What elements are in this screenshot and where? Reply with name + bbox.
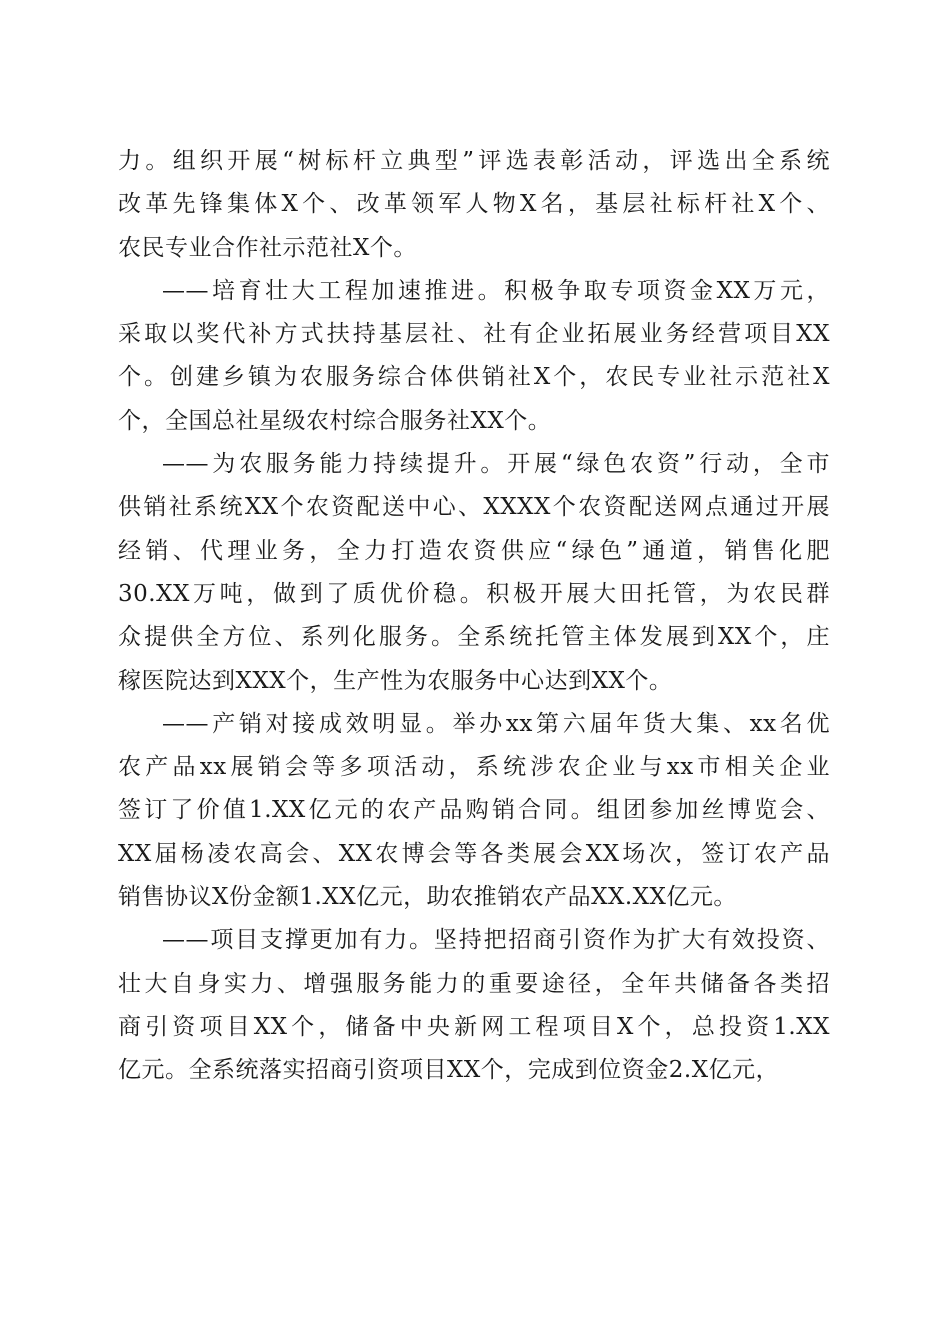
- text-line: 农产品xx展销会等多项活动，系统涉农企业与xx市相关企业: [118, 754, 830, 781]
- text-line: 个，全国总社星级农村综合服务社XX个。: [118, 407, 552, 434]
- text-line: 销售协议X份金额1.XX亿元，助农推销农产品XX.XX亿元。: [118, 884, 737, 911]
- text-line: ——项目支撑更加有力。坚持把招商引资作为扩大有效投资、: [162, 927, 830, 954]
- text-line: 商引资项目XX个，储备中央新网工程项目X个，总投资1.XX: [118, 1013, 830, 1040]
- text-line: 亿元。全系统落实招商引资项目XX个，完成到位资金2.X亿元，: [118, 1057, 780, 1084]
- text-line: ——为农服务能力持续提升。开展“绿色农资”行动，全市: [162, 451, 830, 478]
- text-line: 改革先锋集体X个、改革领军人物X名，基层社标杆社X个、: [118, 191, 830, 218]
- body-text: [118, 140, 830, 1093]
- text-line: 农民专业合作社示范社X个。: [118, 234, 417, 261]
- text-line: 供销社系统XX个农资配送中心、XXXX个农资配送网点通过开展: [118, 494, 830, 521]
- text-line: 力。组织开展“树标杆立典型”评选表彰活动，评选出全系统: [118, 148, 830, 174]
- text-line: 稼医院达到XXX个，生产性为农服务中心达到XX个。: [118, 667, 673, 694]
- text-line: 经销、代理业务，全力打造农资供应“绿色”通道，销售化肥: [118, 537, 830, 564]
- text-line: 签订了价值1.XX亿元的农产品购销合同。组团参加丝博览会、: [118, 797, 830, 824]
- text-line: XX届杨凌农高会、XX农博会等各类展会XX场次，签订农产品: [118, 840, 830, 867]
- text-line: 30.XX万吨，做到了质优价稳。积极开展大田托管，为农民群: [118, 580, 830, 607]
- text-line: 个。创建乡镇为农服务综合体供销社X个，农民专业社示范社X: [118, 364, 830, 391]
- text-line: 采取以奖代补方式扶持基层社、社有企业拓展业务经营项目XX: [118, 321, 830, 348]
- text-line: ——产销对接成效明显。举办xx第六届年货大集、xx名优: [162, 710, 830, 737]
- text-line: 众提供全方位、系列化服务。全系统托管主体发展到XX个，庄: [118, 624, 830, 651]
- text-line: ——培育壮大工程加速推进。积极争取专项资金XX万元，: [162, 277, 830, 304]
- text-line: 壮大自身实力、增强服务能力的重要途径，全年共储备各类招: [118, 970, 830, 997]
